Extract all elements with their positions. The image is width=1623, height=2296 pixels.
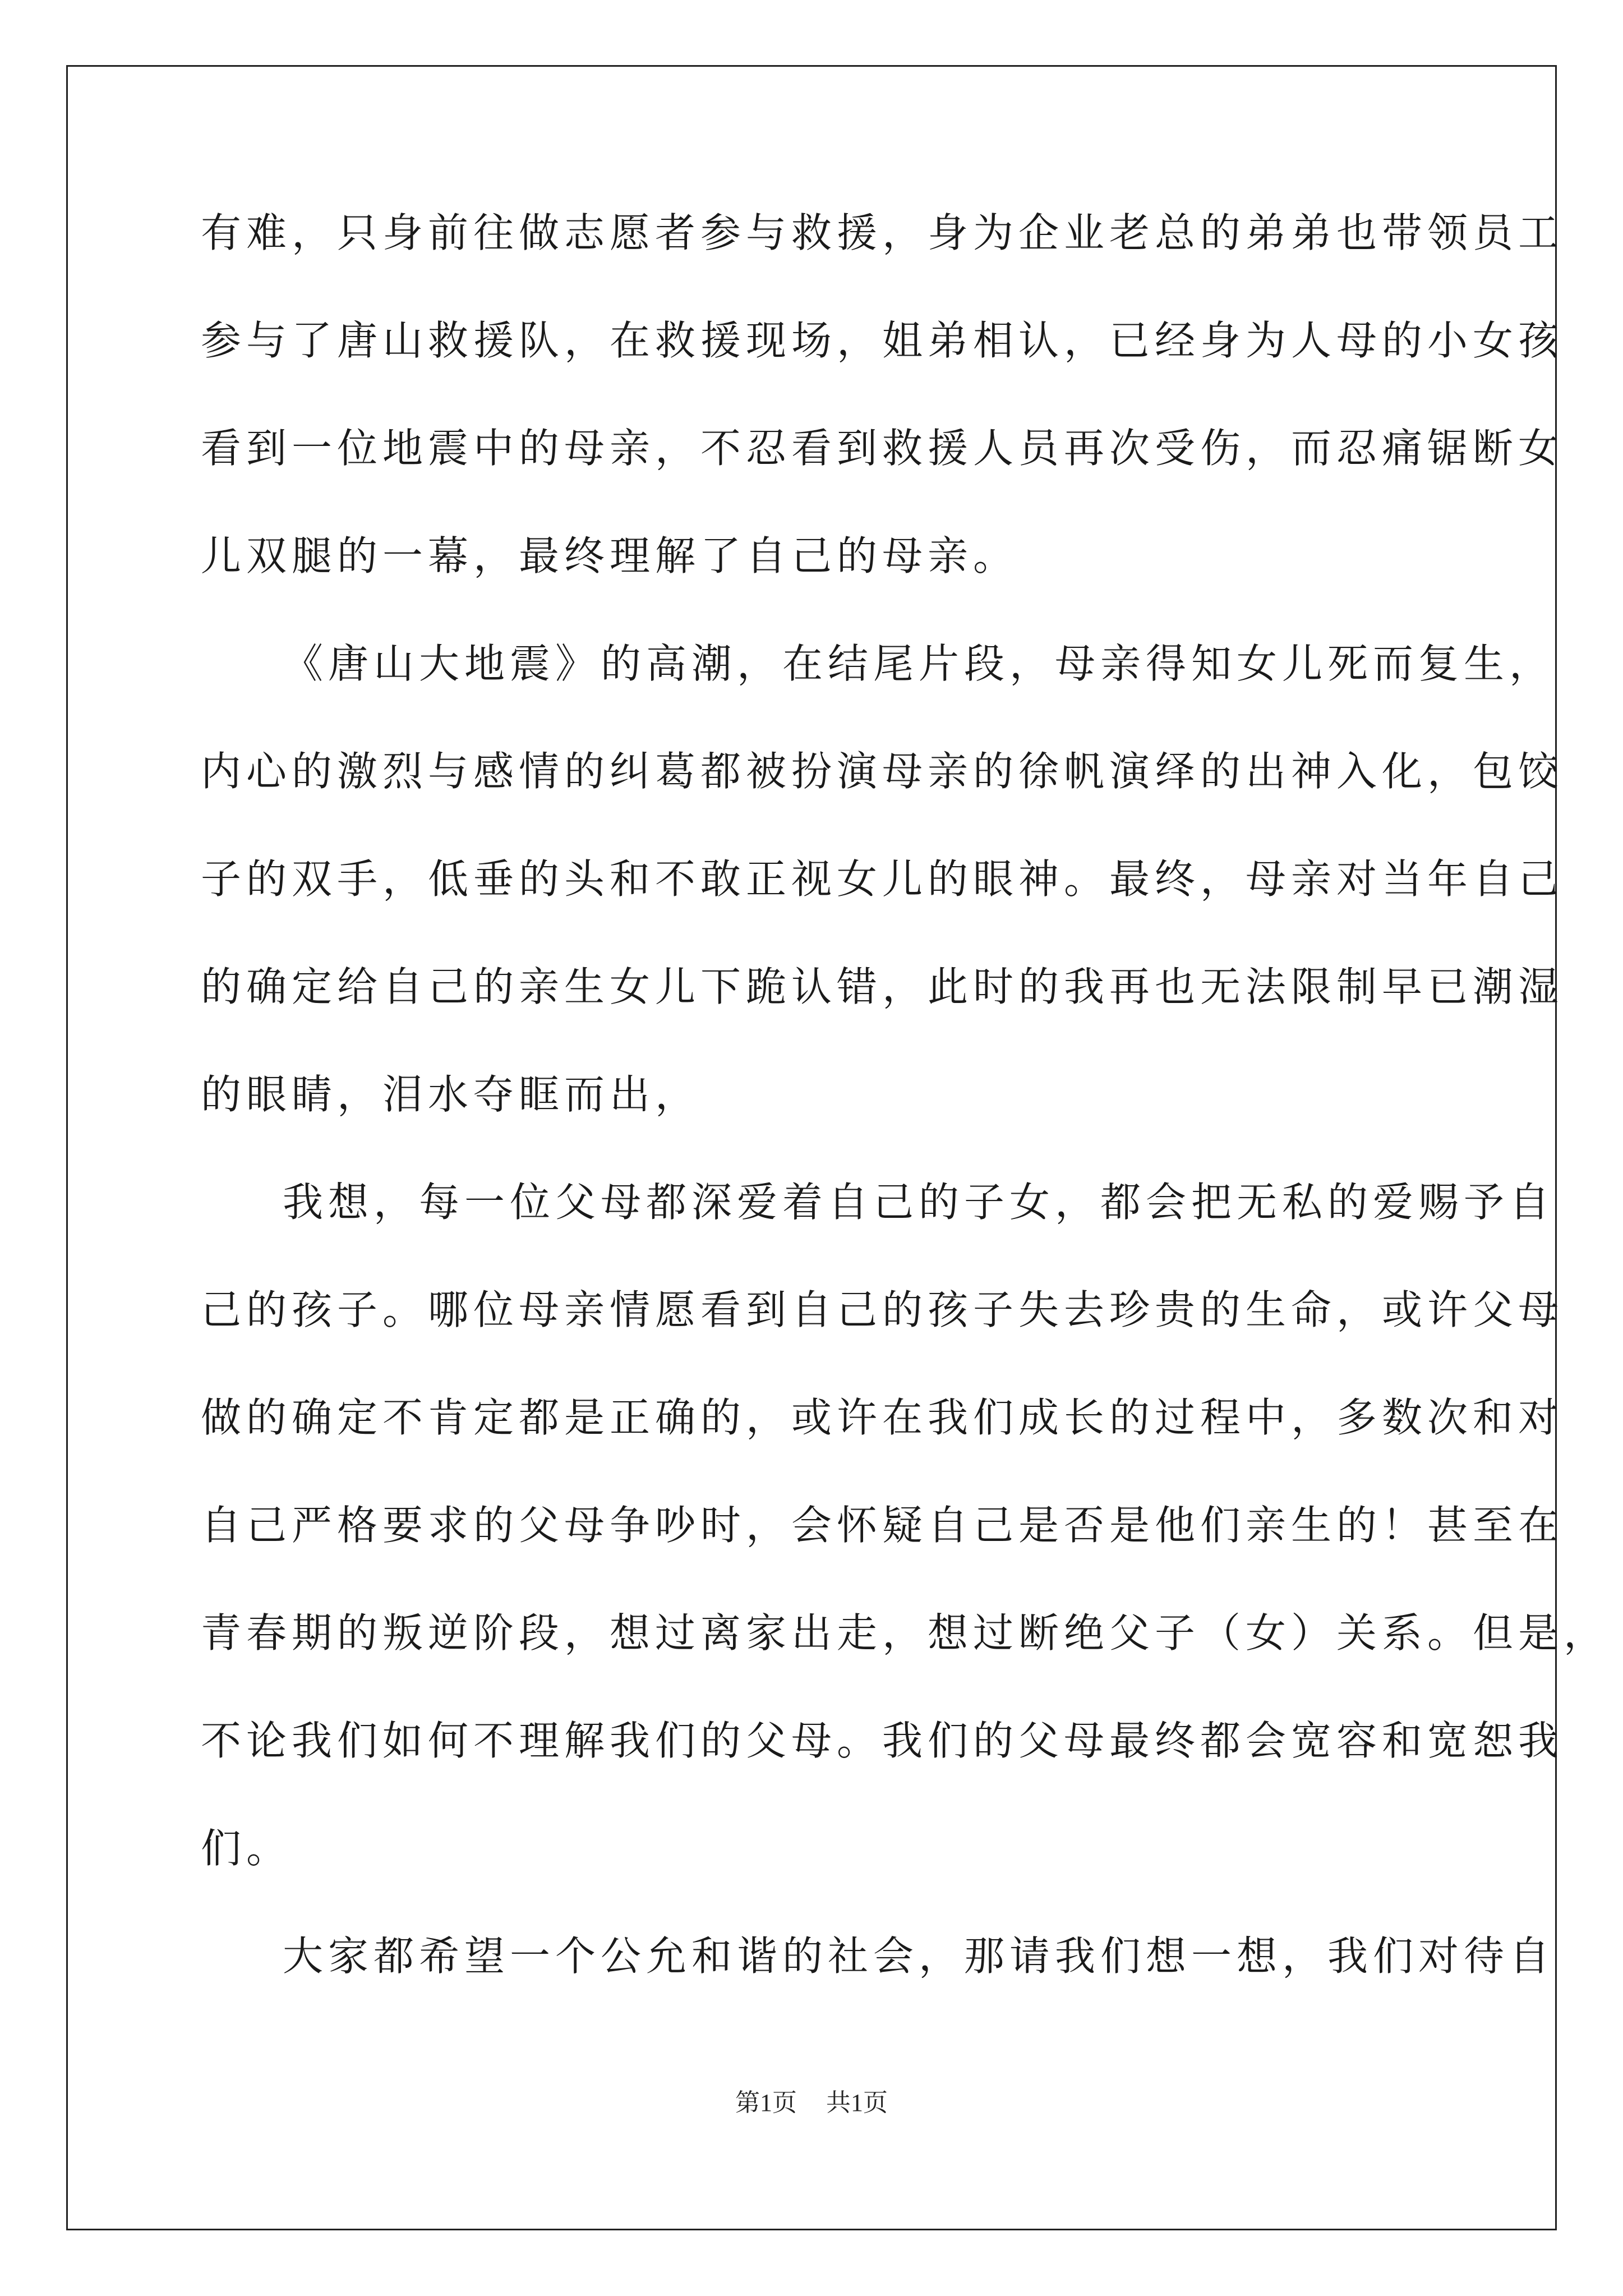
text-line: 内心的激烈与感情的纠葛都被扮演母亲的徐帆演绎的出神入化，包饺 bbox=[201, 748, 1564, 795]
text-line: 儿双腿的一幕，最终理解了自己的母亲。 bbox=[201, 532, 1019, 579]
text-line: 有难，只身前往做志愿者参与救援，身为企业老总的弟弟也带领员工 bbox=[201, 209, 1564, 256]
paragraph-first-line: 我想，每一位父母都深爱着自己的子女，都会把无私的爱赐予自 bbox=[283, 1179, 1555, 1226]
page-total: 共1页 bbox=[826, 2089, 888, 2116]
text-line: 们。 bbox=[201, 1825, 292, 1872]
text-line: 参与了唐山救援队，在救援现场，姐弟相认，已经身为人母的小女孩 bbox=[201, 317, 1564, 364]
page-border bbox=[66, 65, 1557, 2230]
text-line: 看到一位地震中的母亲，不忍看到救援人员再次受伤，而忍痛锯断女 bbox=[201, 425, 1564, 472]
text-line: 子的双手，低垂的头和不敢正视女儿的眼神。最终，母亲对当年自己 bbox=[201, 855, 1564, 903]
text-line: 做的确定不肯定都是正确的，或许在我们成长的过程中，多数次和对 bbox=[201, 1394, 1564, 1441]
text-line: 己的孩子。哪位母亲情愿看到自己的孩子失去珍贵的生命，或许父母 bbox=[201, 1286, 1564, 1333]
page-footer bbox=[0, 2082, 1623, 2118]
text-line: 的确定给自己的亲生女儿下跪认错，此时的我再也无法限制早已潮湿 bbox=[201, 963, 1564, 1010]
paragraph-first-line: 大家都希望一个公允和谐的社会，那请我们想一想，我们对待自 bbox=[283, 1932, 1555, 1980]
text-line: 的眼睛，泪水夺眶而出， bbox=[201, 1071, 701, 1118]
text-line: 不论我们如何不理解我们的父母。我们的父母最终都会宽容和宽恕我 bbox=[201, 1717, 1564, 1764]
text-line: 自己严格要求的父母争吵时，会怀疑自己是否是他们亲生的！甚至在 bbox=[201, 1502, 1564, 1549]
paragraph-first-line: 《唐山大地震》的高潮，在结尾片段，母亲得知女儿死而复生， bbox=[283, 640, 1555, 687]
text-line: 青春期的叛逆阶段，想过离家出走，想过断绝父子（女）关系。但是， bbox=[201, 1609, 1610, 1657]
page-number: 第1页 bbox=[735, 2089, 797, 2116]
